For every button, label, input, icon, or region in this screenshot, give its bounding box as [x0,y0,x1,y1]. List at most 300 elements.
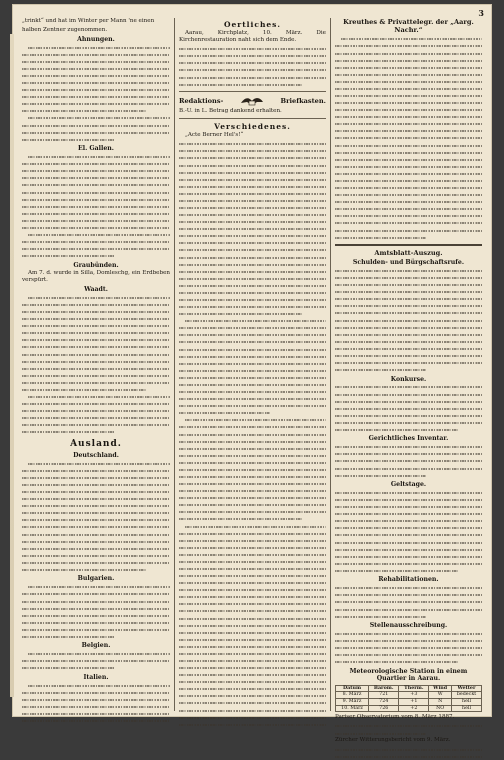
text-line [22,496,170,503]
text-line [335,458,482,465]
text-line [335,353,482,360]
text-line [179,304,326,311]
text-line [179,141,326,148]
text-line [335,546,482,553]
section-ahnungen-heading: Ahnungen. [77,35,115,43]
text-line [179,275,326,282]
table-row [335,698,481,705]
section-italien-heading: Italien. [83,673,109,681]
meteo-header-wind: Wind [429,685,452,692]
text-line [22,246,170,253]
text-line [28,295,170,302]
text-line [335,178,482,185]
dove-letter-icon [239,95,265,107]
text-line [335,282,482,289]
text-line [22,323,170,330]
text-line [22,101,170,108]
table-cell: N [429,698,452,705]
text-line [22,253,114,260]
text-line [179,183,326,190]
divider [179,118,326,119]
text-line [335,345,482,352]
text-line [335,746,482,753]
text-line [22,309,170,316]
text-line [179,643,326,650]
text-line [179,651,326,658]
text-line [22,467,170,474]
text-line [179,452,326,459]
text-line [22,517,170,524]
text-line [179,615,326,622]
text-line [28,584,170,591]
redaktion-label-left: Redaktions- [178,96,224,105]
schulden-heading: Schulden- und Bürgschaftsrufe. [352,259,465,267]
text-line [22,626,170,633]
text-line [179,353,326,360]
text-line [335,50,482,57]
text-line [22,665,114,672]
text-line [335,497,482,504]
text-line [28,232,170,239]
text-line [335,391,482,398]
text-line [335,427,458,434]
newspaper-page [12,4,492,744]
text-line [335,86,482,93]
meteo-header-weather: Wetter [452,685,482,692]
table-cell: 724 [369,698,399,705]
text-line [179,53,326,60]
text-line [179,459,326,466]
text-line [179,530,326,537]
text-line [335,518,482,525]
table-cell: NO [429,705,452,712]
section-oertliches-heading: Oertliches. [223,20,281,29]
text-line [335,338,482,345]
text-line [341,36,482,43]
verschiedenes-lead: „Acte Berner Hel's!“ [184,132,244,138]
text-line [22,330,170,337]
text-line [179,297,326,304]
text-line [22,80,170,87]
text-line [179,467,326,474]
text-line [335,490,482,497]
table-cell: +1 [399,698,429,705]
text-line [22,387,146,394]
text-line [335,199,482,206]
text-line [335,296,482,303]
text-line [335,57,482,64]
redaktion-label-right: Briefkasten. [280,96,326,105]
table-cell: 721 [369,692,399,699]
text-line [179,190,326,197]
text-line [22,482,170,489]
text-line [22,401,170,408]
text-line [335,185,482,192]
text-line [179,424,326,431]
text-line [335,303,482,310]
text-line [179,389,326,396]
meteo-table [335,685,482,712]
text-line [335,149,482,156]
text-line [179,240,326,247]
text-line [335,317,482,324]
text-line [22,365,170,372]
table-cell: 10. März [335,705,368,712]
table-cell: hell [452,705,482,712]
text-line [335,553,482,560]
text-line [335,107,482,114]
text-line [335,606,482,613]
text-line [179,233,326,240]
text-line [179,431,326,438]
text-line [22,203,170,210]
text-line [335,135,482,142]
section-stgallen-heading: El. Gallen. [78,145,114,153]
text-line [335,613,426,620]
text-line [22,239,170,246]
text-line [179,636,326,643]
text-line [179,325,326,332]
text-line [335,100,482,107]
text-line [22,136,114,143]
text-line [22,51,170,58]
text-line [179,403,326,410]
text-line [179,374,326,381]
text-line [22,598,170,605]
text-line [179,481,326,488]
text-line [335,227,482,234]
text-line [179,601,326,608]
text-line [22,619,170,626]
text-line [179,665,326,672]
text-line [179,268,326,275]
text-line [179,81,302,88]
text-line [22,210,170,217]
text-line [22,658,170,665]
text-line [335,268,482,275]
text-line [22,168,170,175]
text-line [335,310,482,317]
text-line [335,585,482,592]
text-line [335,465,482,472]
text-line [22,196,170,203]
text-line [22,408,170,415]
section-verschiedenes-heading: Verschiedenes. [214,122,291,131]
text-line [335,275,482,282]
text-line [335,504,482,511]
stellen-heading: Stellenausschreibung. [369,622,448,630]
text-line [22,429,114,436]
text-line [179,332,326,339]
text-line [335,511,482,518]
text-line [22,510,170,517]
text-line [179,714,326,721]
text-line [335,206,482,213]
text-line [335,444,482,451]
text-line [335,324,482,331]
text-line [335,367,426,374]
text-line [335,43,482,50]
text-line [179,382,326,389]
text-line [335,539,482,546]
text-line [22,87,170,94]
text-line [179,60,326,67]
text-line [22,379,170,386]
text-line [179,693,326,700]
text-line [335,78,482,85]
text-line [335,631,482,638]
text-line [22,591,170,598]
text-line [335,192,482,199]
text-line [179,360,326,367]
text-line [179,169,326,176]
text-line [28,460,170,467]
text-line [179,495,326,502]
table-cell: hell [452,698,482,705]
table-cell: 8. März [335,692,368,699]
text-line [179,488,326,495]
text-line [179,247,326,254]
text-line [335,64,482,71]
text-line [22,94,170,101]
text-line [179,544,326,551]
text-line [335,331,482,338]
text-line [335,652,482,659]
text-line [28,682,170,689]
text-line [335,412,482,419]
text-line [179,155,326,162]
meteo-caption: Meteorologische Station in einem Quartier in Aarau. [349,667,468,683]
text-line [22,344,170,351]
text-line [22,302,170,309]
text-line [179,445,326,452]
text-line [335,93,482,100]
text-line [28,44,170,51]
text-line [179,537,326,544]
section-graubuenden-heading: Graubünden. [73,261,119,269]
text-line [22,415,170,422]
text-line [335,638,482,645]
meteo-header-date: Datum [335,685,368,692]
text-line [335,170,482,177]
column-3 [330,18,486,744]
section-ausland-heading: Ausland. [70,438,122,449]
columns [18,18,486,744]
table-row [335,692,481,699]
text-line [22,503,170,510]
text-line [22,422,170,429]
text-line [22,175,170,182]
geltstage-heading: Geltstage. [390,481,427,489]
text-line [22,122,170,129]
text-line [335,567,458,574]
telegram-section-heading: Kreuthes & Privattelegr. der „Aarg. Nachr.“ [343,18,474,34]
text-line [335,560,482,567]
text-line [179,686,326,693]
text-line [179,672,326,679]
text-line [179,205,326,212]
text-line [179,261,326,268]
text-line [22,161,170,168]
text-line [179,629,326,636]
text-line [335,599,482,606]
text-line [22,225,170,232]
text-line [335,730,426,737]
text-line [179,573,326,580]
text-line [335,532,482,539]
text-line [179,339,326,346]
meteo-header-barometer: Barom. [369,685,399,692]
text-line [335,360,482,367]
text-line [179,254,326,261]
text-line [179,608,326,615]
text-line [22,612,170,619]
text-line [22,351,170,358]
text-line [335,289,482,296]
text-line [335,398,482,405]
redaktion-line: B.-U. in L. Betrag dankend erhalten. [178,108,282,115]
text-line [22,545,170,552]
text-line [22,559,170,566]
text-line [179,594,326,601]
text-line [22,634,114,641]
graubuenden-text: Am 7. d. wurde in Silla, Domleschg, ein Erdbeben verspürt. [22,270,170,284]
opening-line-2: halben Zentner zugenommen. [22,26,108,33]
text-line [28,651,170,658]
text-line [335,451,482,458]
text-line [179,67,326,74]
text-line [179,148,326,155]
text-line [179,658,326,665]
text-line [179,587,326,594]
text-line [335,405,482,412]
text-line [179,551,326,558]
text-line [22,58,170,65]
text-line [22,372,170,379]
text-line [335,163,482,170]
text-line [28,115,170,122]
text-line [179,346,326,353]
text-line [22,524,170,531]
text-line [335,592,482,599]
table-row [335,705,481,712]
column-2 [174,18,330,711]
text-line [335,213,482,220]
text-line [179,396,326,403]
text-line [335,114,482,121]
text-line [179,509,326,516]
redaktion-briefkasten-heading [179,95,326,107]
section-bulgarien-heading: Bulgarien. [77,575,115,583]
inventar-heading: Gerichtliches Inventar. [368,435,449,443]
text-line [179,566,326,573]
text-line [179,721,326,728]
text-line [22,475,170,482]
text-line [22,66,170,73]
text-line [179,219,326,226]
text-line [179,290,326,297]
text-line [22,316,170,323]
text-line [179,74,326,81]
text-line [179,162,326,169]
text-line [179,282,326,289]
text-line [335,645,482,652]
text-line [179,474,326,481]
text-line [335,71,482,78]
table-cell: +2 [399,705,429,712]
text-line [335,525,482,532]
column-1 [18,18,174,711]
text-line [179,367,326,374]
text-line [335,753,482,760]
opening-line-1: „trinkt“ und hat im Winter per Mann 'ne einen [22,18,155,24]
text-line [22,217,170,224]
text-line [22,358,170,365]
text-line [179,176,326,183]
konkurse-heading: Konkurse. [390,375,427,383]
text-line [179,212,326,219]
text-line [185,318,326,325]
section-belgien-heading: Belgien. [81,642,111,650]
observatory-line: Pariser Observatorium vom 8. März 1887. [334,714,455,721]
text-line [179,502,326,509]
text-line [335,472,426,479]
page-number: 3 [478,8,484,18]
text-line [22,711,170,718]
text-line [179,311,302,318]
amtsblatt-heading: Amtsblatt-Auszug. [374,249,443,258]
text-line [22,73,170,80]
text-line [22,337,170,344]
table-cell: W [429,692,452,699]
meteo-header-thermometer: Therm. [399,685,429,692]
text-line [335,384,482,391]
text-line [335,156,482,163]
section-waadt-heading: Waadt. [84,286,108,294]
text-line [335,659,458,666]
text-line [22,690,170,697]
text-line [179,46,326,53]
text-line [22,189,170,196]
text-line [22,182,170,189]
text-line [179,438,326,445]
divider [335,244,482,246]
text-line [335,142,482,149]
text-line [179,580,326,587]
text-line [179,679,326,686]
text-line [335,234,426,241]
text-line [22,538,170,545]
text-line [179,410,270,417]
text-line [22,552,170,559]
oertliches-lead: Aarau, Kirchplatz, 10. März. Die Kirchenrestauration naht sich dem Ende. [178,30,326,43]
rehabilitationen-heading: Rehabilitationen. [378,576,439,584]
text-line [22,718,170,725]
text-line [22,567,146,574]
table-cell: +3 [399,692,429,699]
table-cell: 726 [369,705,399,712]
text-line [179,700,326,707]
text-line [335,220,482,227]
text-line [179,707,326,714]
text-line [22,704,170,711]
table-cell: 9. März [335,698,368,705]
text-line [28,154,170,161]
text-line [22,108,146,115]
text-line [335,128,482,135]
text-line [335,419,482,426]
text-line [179,516,302,523]
